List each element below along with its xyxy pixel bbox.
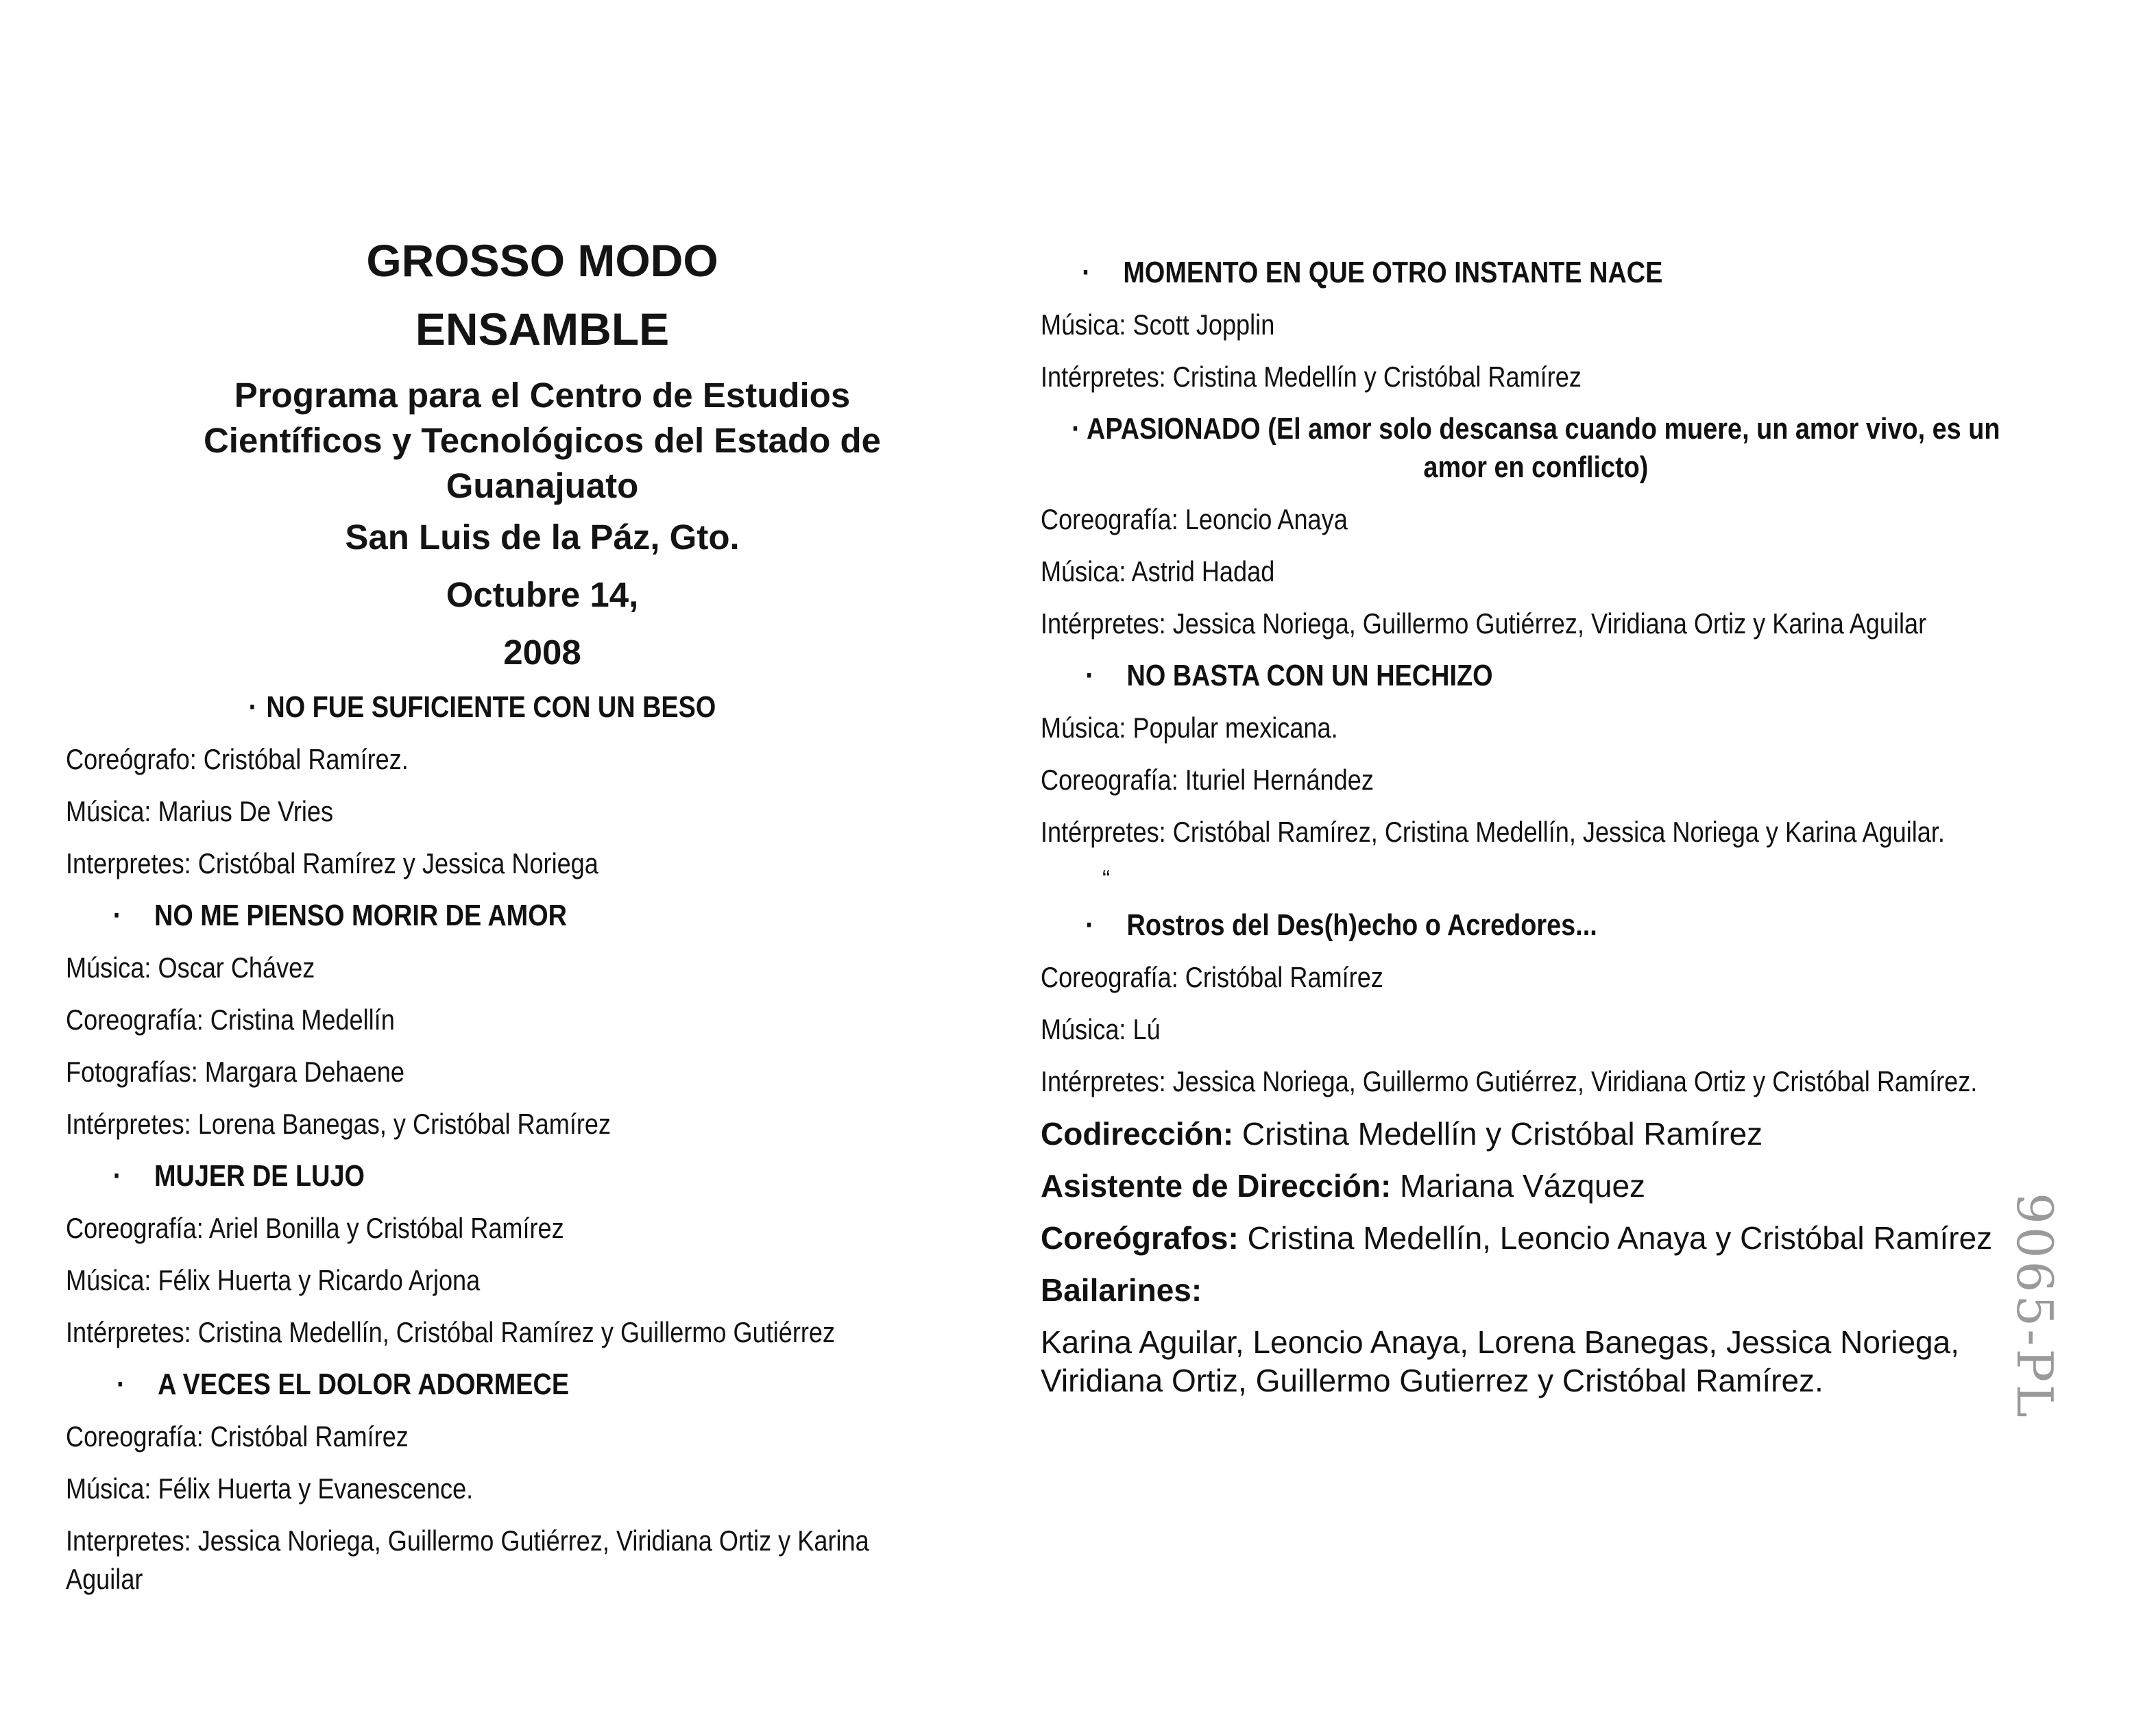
credit-line: Música: Félix Huerta y Evanescence. — [66, 1472, 474, 1505]
credit-line: Música: Oscar Chávez — [66, 951, 315, 984]
bullet: · — [1082, 256, 1091, 289]
right-column — [1041, 247, 2055, 1407]
bailarines-label — [1041, 1264, 2055, 1316]
credit-line-wrapped: Interpretes: Jessica Noriega, Guillermo Gutiérrez, Viridiana Ortiz y Karina Aguilar — [66, 1524, 869, 1595]
credit-line: Música: Lú — [1041, 1013, 1161, 1045]
credit-line: Coreografía: Leoncio Anaya — [1041, 503, 1348, 535]
credit-line: Coreografía: Cristóbal Ramírez — [66, 1420, 409, 1452]
credit-line: Coreografía: Ituriel Hernández — [1041, 764, 1374, 796]
section-title — [66, 1359, 832, 1411]
section-title — [1041, 650, 1913, 702]
credit-line: Coreografía: Ariel Bonilla y Cristóbal Ramírez — [66, 1212, 564, 1244]
credit-line: Intérpretes: Cristina Medellín, Cristóbal Ramírez y Guillermo Gutiérrez — [66, 1316, 836, 1348]
section-title-text: MOMENTO EN QUE OTRO INSTANTE NACE — [1123, 256, 1663, 289]
codireccion-credit — [1041, 1108, 2055, 1160]
bullet: · — [248, 690, 258, 724]
left-column — [66, 226, 957, 1605]
program-line: Guanajuato — [446, 466, 639, 505]
section-title-text: NO ME PIENSO MORIR DE AMOR — [154, 899, 567, 932]
section-title-text: MUJER DE LUJO — [154, 1159, 365, 1193]
credit-label: Coreógrafos: — [1041, 1220, 1239, 1256]
bullet: · — [1085, 659, 1094, 692]
credit-line-wrapped: Intérpretes: Jessica Noriega, Guillermo Gutiérrez, Viridiana Ortiz y Cristóbal Ramírez. — [1041, 1065, 1978, 1097]
section-title-text: NO BASTA CON UN HECHIZO — [1126, 659, 1493, 692]
credit-line: Música: Félix Huerta y Ricardo Arjona — [66, 1264, 481, 1296]
section-title-text: APASIONADO (El amor solo descansa cuando muere, un amor vivo, es un amor en conflicto) — [1087, 412, 2000, 484]
program-line: Programa para el Centro de Estudios — [234, 376, 851, 415]
credit-label: Codirección: — [1041, 1116, 1234, 1152]
section-title — [1041, 899, 1913, 951]
credit-line: Coreografía: Cristóbal Ramírez — [1041, 961, 1383, 993]
asistente-credit — [1041, 1160, 2055, 1212]
section-title — [66, 1150, 832, 1202]
bullet: · — [116, 1368, 125, 1401]
credit-line: Música: Marius De Vries — [66, 795, 334, 827]
section-title — [66, 890, 832, 942]
credit-label: Bailarines: — [1041, 1272, 1202, 1308]
quote-mark: “ — [1102, 866, 1111, 892]
bullet: · — [1085, 908, 1094, 942]
event-date: Octubre 14, — [446, 575, 639, 614]
bullet: · — [112, 1159, 122, 1193]
ensemble-subtitle: ENSAMBLE — [415, 304, 670, 354]
credit-line-wrapped: Intérpretes: Jessica Noriega, Guillermo Gutiérrez, Viridiana Ortiz y Karina Aguilar — [1041, 607, 1927, 640]
credit-label: Asistente de Dirección: — [1041, 1168, 1392, 1204]
credit-line: Intérpretes: Cristina Medellín y Cristóbal Ramírez — [1041, 361, 1582, 393]
event-location: San Luis de la Páz, Gto. — [345, 518, 740, 557]
credit-line: Interpretes: Cristóbal Ramírez y Jessica Noriega — [66, 847, 598, 879]
program-title — [66, 373, 957, 509]
credit-value: Cristina Medellín y Cristóbal Ramírez — [1233, 1116, 1763, 1152]
bullet: · — [1071, 412, 1080, 446]
section-title-text: Rostros del Des(h)echo o Acredores... — [1126, 908, 1597, 942]
credit-line-wrapped: Intérpretes: Cristóbal Ramírez, Cristina Medellín, Jessica Noriega y Karina Aguilar. — [1041, 816, 1945, 848]
bullet: · — [112, 899, 122, 932]
bailarines-list: Karina Aguilar, Leoncio Anaya, Lorena Banegas, Jessica Noriega, Viridiana Ortiz, Guillermo Gutierrez y Cristóbal Ramírez. — [1041, 1324, 1959, 1398]
credit-value: Cristina Medellín, Leoncio Anaya y Cristóbal Ramírez — [1238, 1220, 1993, 1256]
section-title — [66, 681, 832, 733]
section-title — [1041, 247, 1913, 299]
coreografos-credit — [1041, 1219, 2055, 1257]
section-title — [1041, 410, 2031, 487]
credit-value: Mariana Vázquez — [1391, 1168, 1646, 1204]
credit-line: Coreografía: Cristina Medellín — [66, 1004, 395, 1036]
program-line: Científicos y Tecnológicos del Estado de — [203, 421, 882, 460]
credit-line: Música: Scott Jopplin — [1041, 308, 1275, 341]
credit-line: Coreógrafo: Cristóbal Ramírez. — [66, 743, 409, 775]
event-year: 2008 — [503, 633, 581, 672]
credit-line: Intérpretes: Lorena Banegas, y Cristóbal Ramírez — [66, 1108, 611, 1140]
credit-line: Música: Popular mexicana. — [1041, 712, 1338, 744]
ensemble-title: GROSSO MODO — [366, 235, 718, 286]
credit-line: Fotografías: Margara Dehaene — [66, 1056, 404, 1088]
section-title-text: NO FUE SUFICIENTE CON UN BESO — [266, 690, 716, 724]
handwritten-note: 9065-PL — [2006, 1193, 2063, 1420]
section-title-text: A VECES EL DOLOR ADORMECE — [158, 1368, 570, 1401]
credit-line: Música: Astrid Hadad — [1041, 555, 1275, 587]
